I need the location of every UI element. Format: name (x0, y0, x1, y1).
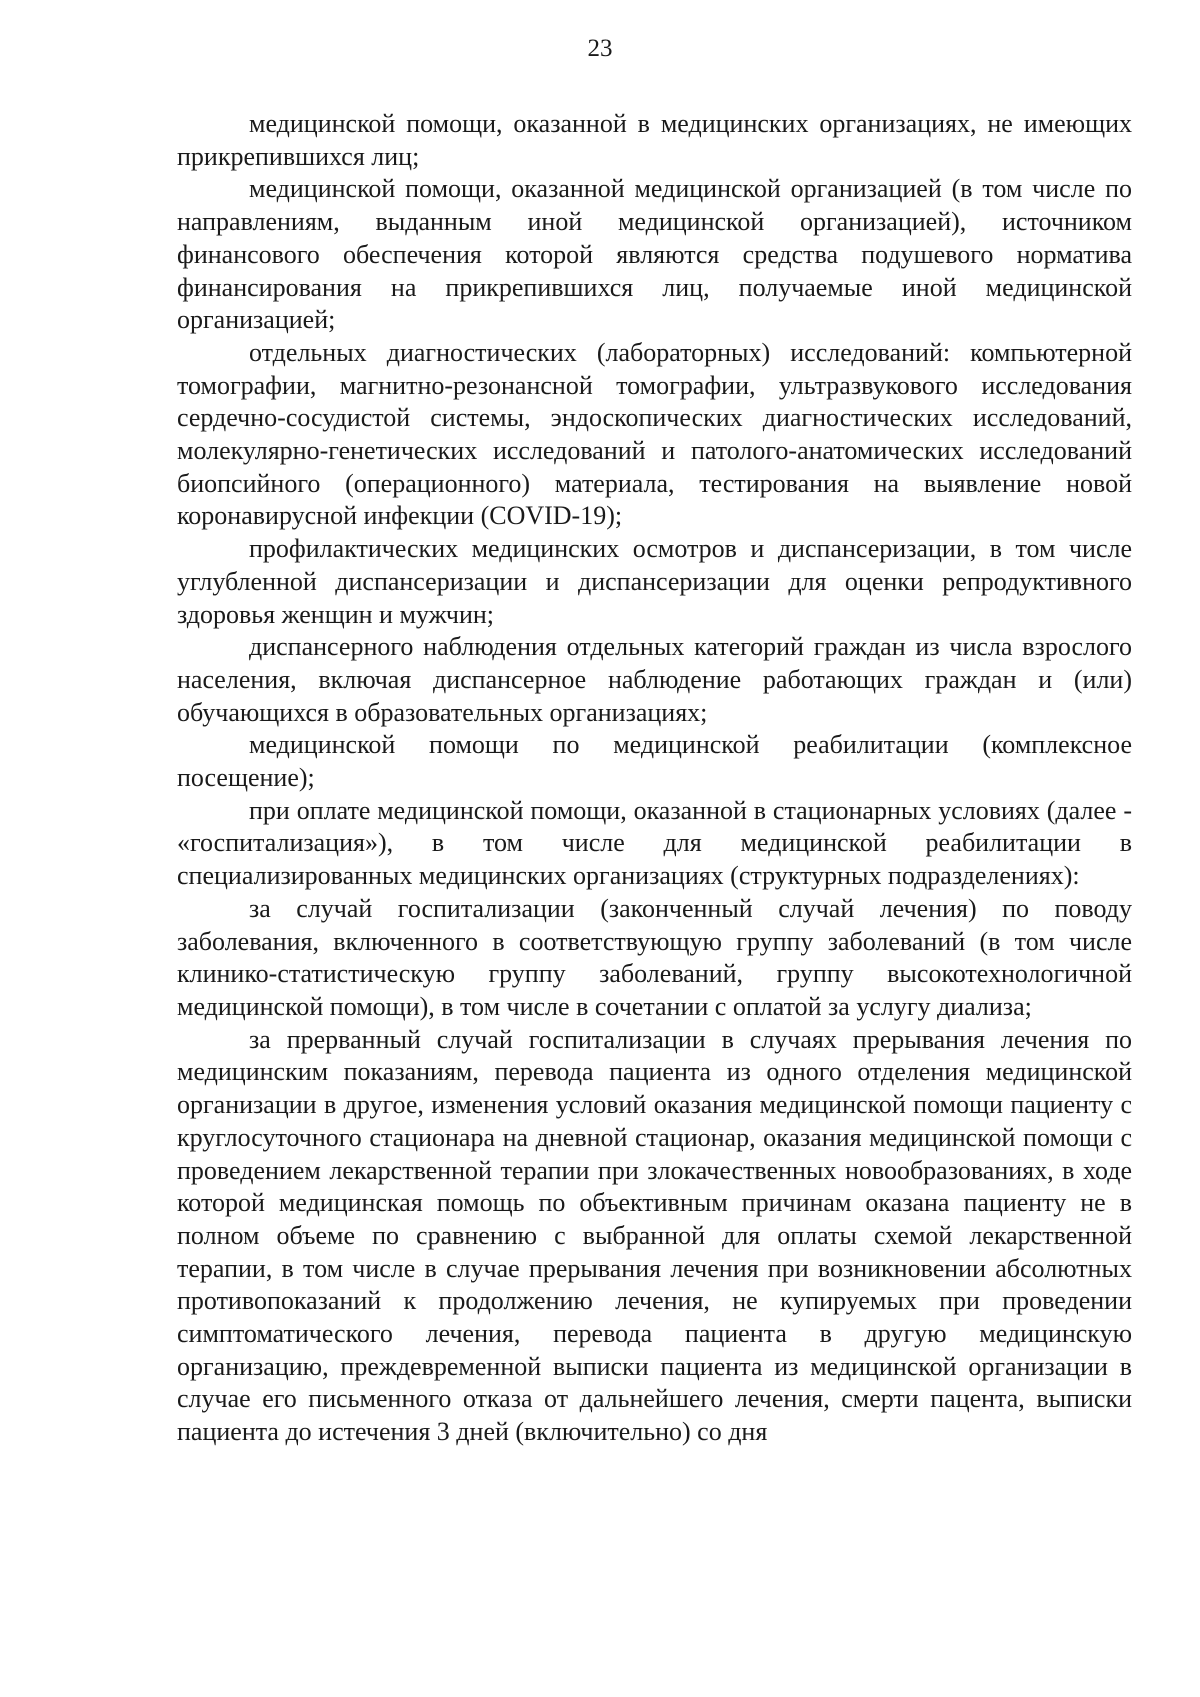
paragraph: при оплате медицинской помощи, оказанной в стационарных условиях (далее - «госпитализация»), в том числе для медицинской реабилитации в специализированных медицинских организациях (структурных подразделениях): (177, 795, 1132, 891)
document-body (177, 108, 1132, 1449)
paragraph: медицинской помощи, оказанной медицинской организацией (в том числе по направлениям, выданным иной медицинской организацией), источником финансового обеспечения которой являются средства подушевого норматива финансирования на прикрепившихся лиц, получаемые иной медицинской организацией; (177, 174, 1132, 335)
paragraph: медицинской помощи по медицинской реабилитации (комплексное посещение); (177, 730, 1132, 793)
paragraph: медицинской помощи, оказанной в медицинских организациях, не имеющих прикрепившихся лиц; (177, 109, 1132, 171)
paragraph: диспансерного наблюдения отдельных категорий граждан из числа взрослого населения, включая диспансерное наблюдение работающих граждан и (или) обучающихся в образовательных организациях; (177, 632, 1132, 727)
paragraph: профилактических медицинских осмотров и диспансеризации, в том числе углубленной диспансеризации и диспансеризации для оценки репродуктивного здоровья женщин и мужчин; (177, 534, 1132, 629)
page-number: 23 (587, 35, 613, 62)
paragraph: отдельных диагностических (лабораторных) исследований: компьютерной томографии, магнитно-резонансной томографии, ультразвукового исследования сердечно-сосудистой системы, эндоскопических диагностических исследований, молекулярно-генетических исследований и патолого-анатомических исследований биопсийного (операционного) материала, тестирования на выявление новой коронавирусной инфекции (COVID-19); (177, 337, 1132, 531)
paragraph: за прерванный случай госпитализации в случаях прерывания лечения по медицинским показаниям, перевода пациента из одного отделения медицинской организации в другое, изменения условий оказания медицинской помощи пациенту с круглосуточного стационара на дневной стационар, оказания медицинской помощи с проведением лекарственной терапии при злокачественных новообразованиях, в ходе которой медицинская помощь по объективным причинам оказана пациенту не в полном объеме по сравнению с выбранной для оплаты схемой лекарственной терапии, в том числе в случае прерывания лечения при возникновении абсолютных противопоказаний к продолжению лечения, не купируемых при проведении симптоматического лечения, перевода пациента в другую медицинскую организацию, преждевременной выписки пациента из медицинской организации в случае его письменного отказа от дальнейшего лечения, смерти пацента, выписки пациента до истечения 3 дней (включительно) со дня (177, 1024, 1132, 1447)
paragraph: за случай госпитализации (законченный случай лечения) по поводу заболевания, включенного в соответствующую группу заболеваний (в том числе клинико-статистическую группу заболеваний, группу высокотехнологичной медицинской помощи), в том числе в сочетании с оплатой за услугу диализа; (177, 893, 1132, 1021)
